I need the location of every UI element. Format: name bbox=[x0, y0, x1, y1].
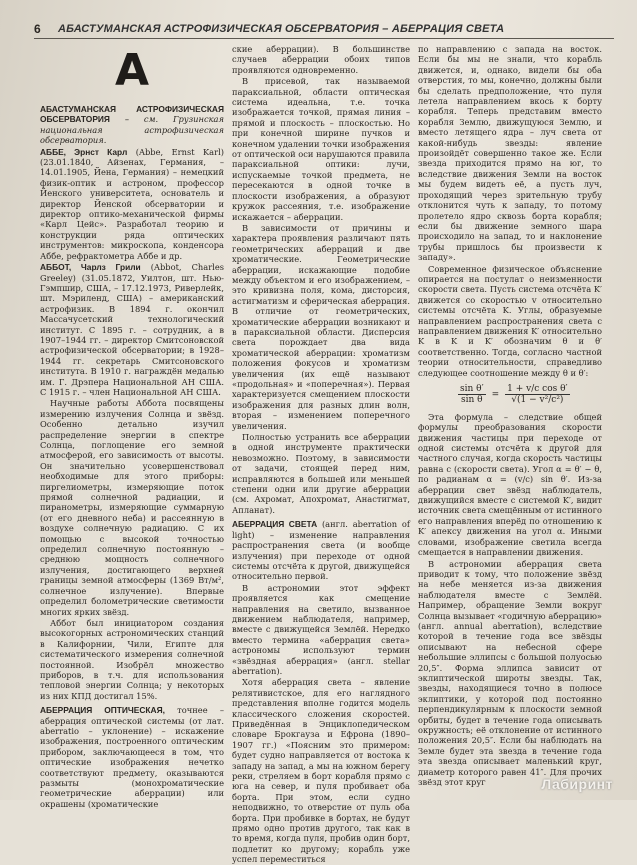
paragraph: В астрономии аберрация света приводит к тому, что положение звёзд на небе меняется из-за движения наблюдателя вместе с Землёй. Например, обращение Земли вокруг Солнца вызывает «годичную аберрацию» (англ. annual aberration), вследствие которой в течение года все звёзды описывают на небесной сфере небольшие эллипсы с большой полуосью 20,5″. Форма эллипса зависит от эклиптической широты звезды. Так, звезды, находящиеся точно в полюсе эклиптики, у которой под постоянно перпендикулярным к плоскости земной орбиты, будет в течение года описывать окружность; её отклонение от истинного положения 20,5″. Если бы наблюдать на Земле будет эта звезда в течение года эта звезда описывает маленький круг, диаметр которого равен 41″. Для прочих звёзд этот круг bbox=[418, 558, 602, 788]
aberration-formula bbox=[458, 384, 602, 406]
entry-text: точнее – аберрация оптической системы (от лат. aberratio – уклонение) – искажение изображения, построенного оптическим прибором, заключающееся в том, что оптические изображения нечетко соответствуют предмету, оказываются размыты (монохроматические геометрические аберрации) или окрашены (хроматические bbox=[40, 705, 224, 809]
watermark-logo: Лабиринт bbox=[541, 776, 613, 792]
column-right bbox=[418, 44, 602, 800]
paragraph: Полностью устранить все аберрации в одной инструменте практически невозможно. Поэтому, в зависимости от задачи, стоящей перед ним, исправляются в большей или меньшей степени одни или другие аберрации (см. Ахромат, Апохромат, Анастигмат, Апланат). bbox=[232, 432, 410, 515]
paragraph: ские аберрации). В большинстве случаев аберрации обоих типов проявляются одновременно. bbox=[232, 44, 410, 75]
entry-heading: АБЕРРАЦИЯ СВЕТА bbox=[232, 519, 318, 530]
section-letter: А bbox=[114, 45, 150, 96]
column-middle bbox=[232, 44, 410, 865]
paragraph: В астрономии этот эффект проявляется как смещение направления на светило, вызванное движением наблюдателя, например, вместе с движущейся Землёй. Нередко вместо термина «аберрация света» астрономы используют термин «звёздная аберрация» (англ. stellar aberration). bbox=[232, 582, 410, 676]
paragraph: В присевой, так называемой параксиальной, области оптическая система идеальна, т.е. точка изображается точкой, прямая линия – прямой и плоскость – плоскостью. Но при конечной ширине пучков и конечном удалении точки изображения от оптической оси нарушаются правила параксиальной оптики: лучи, испускаемые точкой предмета, не пересекаются в одной точке в плоскости изображения, а образуют кружок рассеяния, т.е. изображение искажается – аберрации. bbox=[232, 76, 410, 222]
formula-lhs-numerator: sin θ′ bbox=[460, 384, 484, 394]
running-header bbox=[34, 20, 614, 38]
paragraph: Современное физическое объяснение опирается на постулат о неизменности скорости света. Пусть система отсчёта K′ движется со скоростью v относительно системы отсчёта K. Углы, образуемые направлением распространения света с направлением движения K′ относительно K в K и K′ обозначим θ и θ′ соответственно. Тогда, согласно частной теории относительности, справедливо следующее соотношение между θ и θ′: bbox=[418, 263, 602, 378]
entry-text: (Abbe, Ernst Karl) (23.01.1840, Айзенах, Германия, – 14.01.1905, Йена, Германия) – немецкий физик-оптик и астроном, профессор Йенского университета, основатель и директор Йенской обсерватории и директор оптико-механической фирмы «Карл Цейс». Разработал теорию и конструкции ряда оптических инструментов: микроскопа, конденсора Аббе, рефрактометра Аббе и др. bbox=[40, 146, 224, 261]
page-number: 6 bbox=[34, 22, 41, 36]
paragraph: Научные работы Аббота посвящены измерению излучения Солнца и звёзд. Особенно детально изучил распределение энергии в спектре Солнца, поглощение его земной атмосферой, его зависимость от высоты. Он значительно усовершенствовал необходимые для этого приборы: пиргелиометры, измеряющие поток прямой солнечной радиации, и пиранометры, измеряющие суммарную (от его дневного неба) и рассеянную в воздухе солнечную радиацию. С их помощью с высокой точностью определил солнечную постоянную – среднюю мощность солнечного излучения, достигающего верхней границы земной атмосферы (1369 Вт/м², солнечное излучение). Впервые определил болометрические светимости многих ярких звёзд. bbox=[40, 398, 224, 617]
entry-heading: АБАСТУМАНСКАЯ АСТРОФИЗИЧЕСКАЯ ОБСЕРВАТОРИЯ bbox=[40, 104, 224, 125]
paragraph: по направлению с запада на восток. Если бы мы не знали, что корабль движется, и, однако, видели бы оба отверстия, то мы, конечно, должны были бы сделать предположение, что пуля летела направлением вкось к борту корабля. Теперь представим вместо корабля Землю, движущуюся Землю, и вместо летящего ядра – луч света от какой-нибудь звезды: явление произойдёт совершенно такое же. Если звезда приходится прямо на юг, то вследствие движения Земли на восток мы будем видеть её, а пусть луч, проходящий через зрительную трубу отклонится чуть к западу, то потому пролетело ядро сквозь борта корабля; если бы движение земного шара происходило на запад, то и наклонение трубы пришлось бы произвести к западу». bbox=[418, 44, 602, 263]
paragraph: Эта формула – следствие общей формулы преобразования скорости движения частицы при переходе от одной системы отсчёта к другой для частного случая, когда скорость частицы равна с (скорости света). Угол α = θ′ − θ, по радианам α = (v/c) sin θ′. Из-за аберрации свет звёзд наблюдатель, движущийся вместе с системой K′, видит источник света смещённым от истинного его направления вперёд по отношению к K′ апексу движения на угол α. Иными словами, изображение светила всегда смещается в направлении движения. bbox=[418, 411, 602, 558]
column-left bbox=[40, 44, 224, 809]
entry-text: (англ. aberration of light) – изменение направления распространения света (и вообще излучения) при переходе от одной системы отсчёта к другой, движущейся относительно первой. bbox=[232, 519, 410, 582]
paragraph: В зависимости от причины и характера проявления различают пять геометрических аберраций и две хроматические. Геометрические аберрации, искажающие подобие между объектом и его изображением, – это кривизна поля, кома, дисторсия, астигматизм и сферическая аберрация. В отличие от геометрических, хроматические аберрации возникают и в параксиальной области. Дисперсия света порождает два вида хроматической аберрации: хроматизм положения фокусов и хроматизм увеличения (их ещё называют «продольная» и «поперечная»). Первая характеризуется смещением плоскости изображения для разных длин волн, вторая – изменением поперечного увеличения. bbox=[232, 222, 410, 431]
entry-heading: АББЕ, Эрнст Карл bbox=[40, 146, 128, 157]
header-rule bbox=[34, 38, 614, 39]
entry-heading: АББОТ, Чарлз Грили bbox=[40, 262, 141, 273]
entry-optical-aberration bbox=[40, 705, 224, 809]
entry-abbe bbox=[40, 147, 224, 261]
entry-abastumani bbox=[40, 104, 224, 146]
paragraph: Хотя аберрация света – явление релятивистское, для его наглядного представления вполне годится модель классического сложения скоростей. Приведённая в Энциклопедическом словаре Брокгауза и Ефрона (1890–1907 гг.) «Поясним это примером: будет судно направляется от востока к западу на запад, а мы на южном берегу реки, стреляем в борт корабля прямо с юга на север, и пуля пробивает оба борта. При этом, если судно неподвижно, то отверстие от пуль оба борта. При пробивке в бортах, не будут прямо одно против другого, так как в то время, когда пуля, пробив один борт, подлетит ко другому; корабль уже успел переместиться bbox=[232, 677, 410, 865]
entry-text: (Abbot, Charles Greeley) (31.05.1872, Уилтон, шт. Нью-Гэмпшир, США, – 17.12.1973, Риверлейк, шт. Мэриленд, США) – американский астрофизик. В 1894 г. окончил Массачусетский технологический институт. С 1895 г. – сотрудник, а в 1907–1944 гг. – директор Смитсоновской астрофизической обсерватории; в 1928–1944 гг. секретарь Смитсоновского института. В 1910 г. награждён медалью им. Г. Дрэпера Национальной АН США. С 1915 г. – член Национальной АН США. bbox=[40, 262, 224, 397]
entry-text: – см. Грузинская национальная астрофизическая обсерватория. bbox=[40, 114, 224, 146]
formula-lhs bbox=[458, 384, 486, 406]
entry-light-aberration bbox=[232, 519, 410, 581]
running-title: АБАСТУМАНСКАЯ АСТРОФИЗИЧЕСКАЯ ОБСЕРВАТОРИЯ – АБЕРРАЦИЯ СВЕТА bbox=[58, 23, 505, 35]
paragraph: Аббот был инициатором создания высокогорных астрономических станций в Калифорнии, Чили, Египте для систематического измерения солнечной постоянной. Изобрёл множество приборов, в т.ч. для использования тепловой энергии Солнца; у некоторых из них КПД достигал 15%. bbox=[40, 617, 224, 701]
formula-rhs-numerator: 1 + v/c cos θ′ bbox=[507, 384, 568, 394]
formula-rhs bbox=[505, 384, 569, 406]
entry-abbot bbox=[40, 262, 224, 397]
entry-heading: АБЕРРАЦИЯ ОПТИЧЕСКАЯ, bbox=[40, 705, 165, 716]
formula-lhs-denominator: sin θ bbox=[461, 395, 483, 406]
formula-rhs-denominator: √(1 − v²/c²) bbox=[511, 395, 564, 406]
equals-sign: = bbox=[491, 389, 500, 400]
